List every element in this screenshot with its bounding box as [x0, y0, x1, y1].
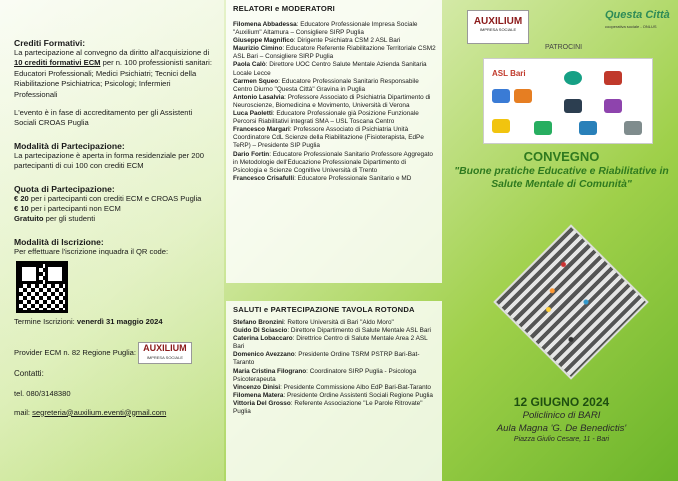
saluti-item: Vittoria Del Grosso: Referente Associazione "Le Parole Ritrovate" Puglia	[233, 399, 423, 416]
quota-line-3: Gratuito per gli studenti	[14, 214, 96, 224]
crediti-title: Crediti Formativi:	[14, 38, 86, 48]
convegno-subtitle: "Buone pratiche Educative e Riabilitative in Salute Mentale di Comunità"	[454, 166, 669, 190]
auxilium-logo: AUXILIUM IMPRESA SOCIALE	[138, 342, 192, 364]
sponsor-logo	[564, 71, 582, 85]
questa-citta-logo: Questa Città cooperativa sociale - ONLUS	[605, 9, 670, 29]
saluti-item: Guido Di Sciascio: Direttore Dipartimento di Salute Mentale ASL Bari	[233, 327, 431, 335]
partecipazione-text: La partecipazione è aperta in forma residenziale per 200 partecipanti di cui 100 con crediti ECM	[14, 150, 204, 171]
event-info	[445, 395, 678, 443]
crediti-text: La partecipazione al convegno da diritto all'acquisizione di 10 crediti formativi ECM per n. 100 professionisti sanitari: Educatori Professionali; Medici Psichiatri; Tecnici della Riabilitazione Psichiatrica; Psicologi; Infermieri Professionali	[14, 48, 212, 99]
contatti-title: Contatti:	[14, 368, 44, 378]
relatori-item: Luca Paoletti: Educatore Professionale già Posizione Funzionale Percorsi Riabilitativi integrati SMA – USL Toscana Centro	[233, 110, 419, 126]
sponsor-logo	[514, 89, 532, 103]
sponsor-logo	[564, 99, 582, 113]
sponsor-logo	[604, 99, 622, 113]
left-column	[0, 0, 224, 481]
right-column	[445, 0, 678, 481]
iscrizione-text: Per effettuare l'iscrizione inquadra il QR code:	[14, 246, 169, 256]
sponsor-logo	[624, 121, 642, 135]
saluti-item: Stefano Bronzini: Rettore Università di Bari "Aldo Moro"	[233, 319, 394, 326]
saluti-item: Caterina Lobaccaro: Direttrice Centro di Salute Mentale Area 2 ASL Bari	[233, 335, 428, 351]
auxilium-logo-top: AUXILIUM IMPRESA SOCIALE	[467, 10, 529, 44]
saluti-item: Vincenzo Dinisi: Presidente Commissione Albo EdP Bari-Bat-Taranto	[233, 383, 431, 391]
venue-line-2: Aula Magna 'G. De Benedictis'	[496, 423, 627, 434]
convegno-heading	[445, 149, 678, 191]
saluti-item: Domenico Avezzano: Presidente Ordine TSRM PSTRP Bari-Bat-Taranto	[233, 351, 420, 367]
crediti-highlight: 10 crediti formativi ECM	[14, 58, 101, 68]
relatori-box	[226, 0, 442, 283]
relatori-item: Francesco Margari: Professore Associato di Psichiatria Unità Coordinatore CdL Scienze della Riabilitazione (Fisioterapista, EdPe TeRP) – Presidente SIP Puglia	[233, 126, 424, 150]
saluti-box	[226, 301, 442, 481]
sponsor-logo	[579, 121, 597, 135]
sponsor-logo	[492, 119, 510, 133]
iscrizione-title: Modalità di Iscrizione:	[14, 236, 104, 247]
sponsor-logo	[492, 89, 510, 103]
email[interactable]: mail: segreteria@auxilium.eventi@gmail.com	[14, 407, 167, 417]
qr-code[interactable]	[16, 261, 68, 313]
asl-bari-logo: ASL Bari	[492, 69, 526, 78]
patrocini-label: PATROCINI	[545, 44, 583, 51]
saluti-list	[233, 319, 437, 416]
relatori-item: Dario Fortin: Educatore Professionale Sanitario Professore Aggregato in Metodologie dell'Educazione Professionale Dipartimento di Psicologia e Scienze Cognitive Università di Trento	[233, 150, 433, 174]
relatori-item: Maurizio Cimino: Educatore Referente Riabilitazione Territoriale CSM2 ASL Bari – Consigliere SIRP Puglia	[233, 45, 436, 61]
relatori-item: Francesco Crisafulli: Educatore Professionale Sanitario e MD	[233, 174, 412, 182]
convegno-title: CONVEGNO	[523, 149, 600, 164]
saluti-title: SALUTI e PARTECIPAZIONE TAVOLA ROTONDA	[233, 305, 415, 314]
telephone: tel. 080/3148380	[14, 389, 71, 399]
relatori-item: Paola Calò: Direttore UOC Centro Salute Mentale Azienda Sanitaria Locale Lecce	[233, 61, 427, 77]
venue-line-1: Policlinico di BARI	[522, 410, 601, 421]
accreditamento-text: L'evento è in fase di accreditamento per gli Assistenti Sociali CROAS Puglia	[14, 108, 193, 128]
relatori-item: Filomena Abbadessa: Educatore Professionale Impresa Sociale "Auxilium" Altamura – Consigliere SIRP Puglia	[233, 21, 418, 37]
provider: Provider ECM n. 82 Regione Puglia: AUXILIUM IMPRESA SOCIALE	[14, 342, 214, 364]
saluti-item: Maria Cristina Filograno: Coordinatore SIRP Puglia - Psicologa Psicoterapeuta	[233, 367, 417, 383]
relatori-list	[233, 21, 437, 183]
patrocini-logos	[483, 58, 653, 144]
partecipazione-title: Modalità di Partecipazione:	[14, 140, 125, 151]
quota-line-2: € 10 per i partecipanti non ECM	[14, 204, 121, 214]
sponsor-logo	[534, 121, 552, 135]
relatori-title: RELATORI e MODERATORI	[233, 4, 335, 13]
venue-address: Piazza Giulio Cesare, 11 - Bari	[513, 436, 610, 443]
relatori-item: Carmen Squeo: Educatore Professionale Sanitario Responsabile Centro Diurno "Questa Città" Gravina in Puglia	[233, 77, 419, 93]
quota-title: Quota di Partecipazione:	[14, 183, 115, 194]
quota-line-1: € 20 per i partecipanti con crediti ECM e CROAS Puglia	[14, 193, 202, 203]
relatori-item: Giuseppe Magnifico: Dirigente Psichiatra CSM 2 ASL Bari	[233, 37, 401, 45]
middle-column	[226, 0, 442, 481]
crowd-image	[493, 224, 649, 380]
event-date: 12 GIUGNO 2024	[513, 395, 610, 409]
relatori-item: Antonio Lasalvia: Professore Associato di Psichiatria Dipartimento di Neuroscienze, Biomedicina e Movimento, Università di Verona	[233, 93, 431, 109]
deadline: Termine Iscrizioni: venerdì 31 maggio 2024	[14, 317, 163, 327]
sponsor-logo	[604, 71, 622, 85]
saluti-item: Filomena Matera: Presidente Ordine Assistenti Sociali Regione Puglia	[233, 391, 433, 399]
